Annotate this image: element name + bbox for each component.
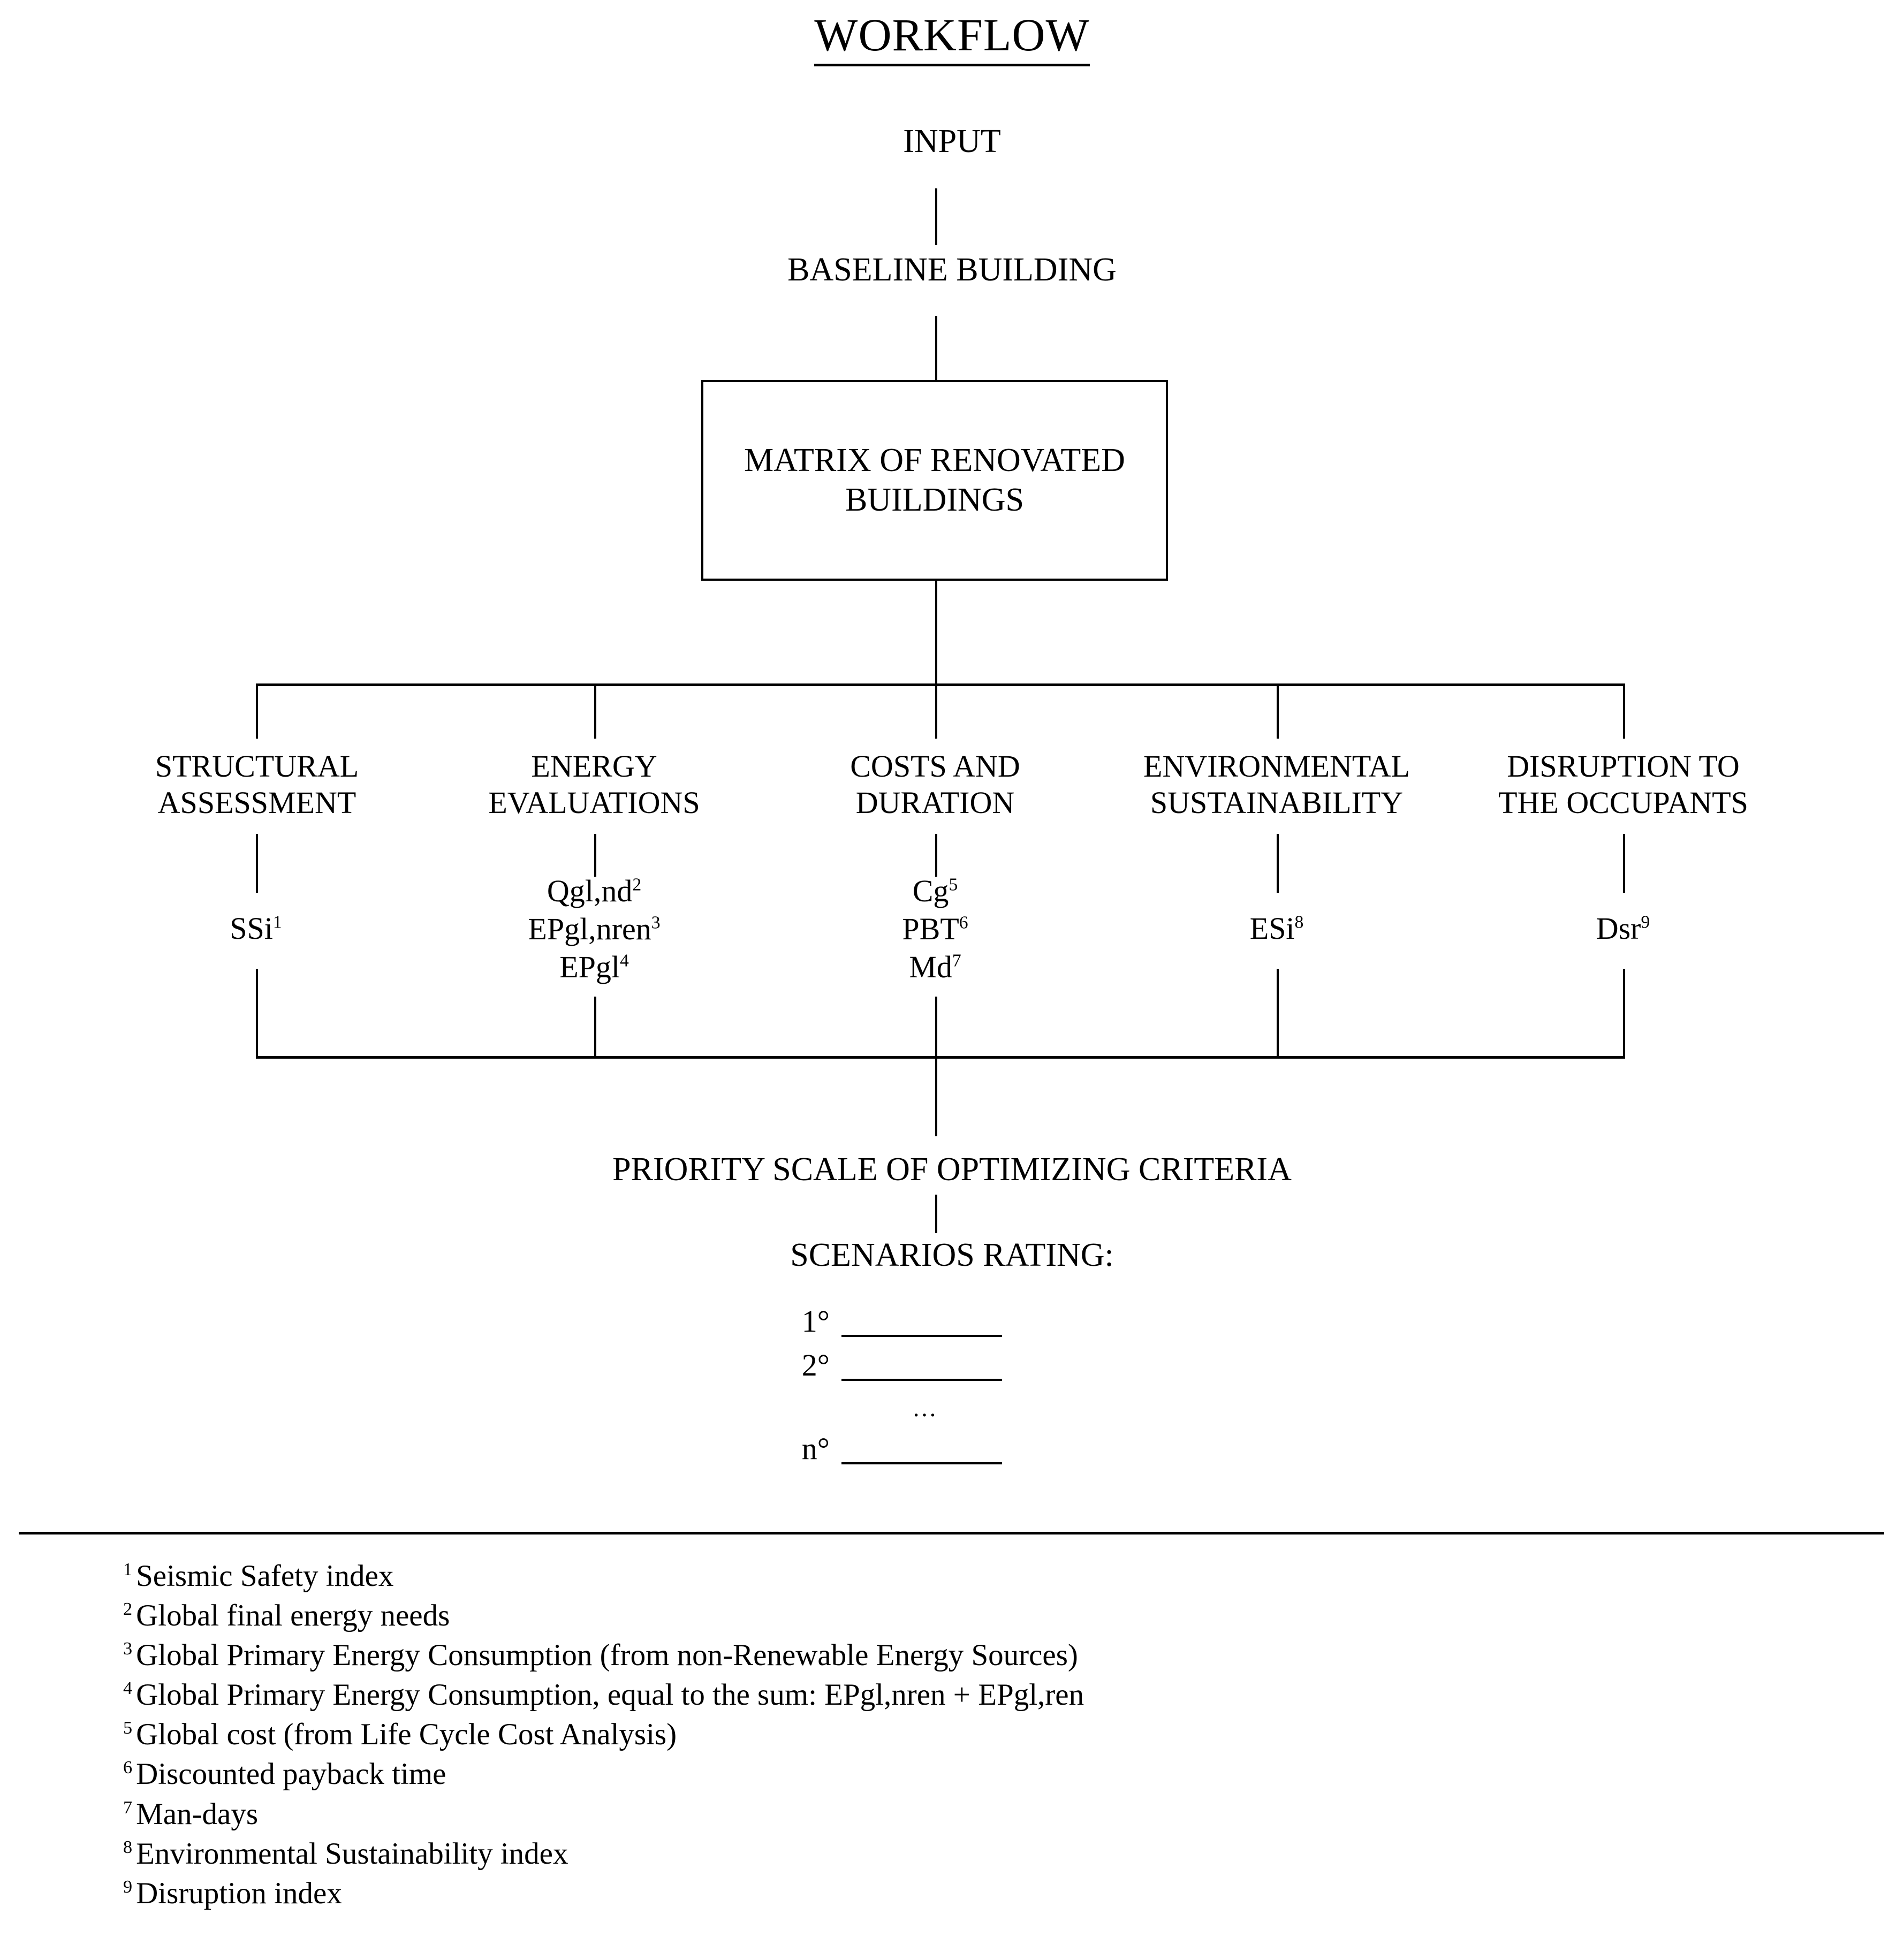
metric-item [801,948,1069,986]
footnote-text: Discounted payback time [136,1757,446,1791]
footnote-number: 1 [123,1560,133,1579]
node-priority-scale [0,1151,1904,1189]
connector-bus-to-priority [935,1056,937,1136]
footnote-item [123,1636,1836,1675]
metric-label: Cg [912,873,949,908]
metric-footnote-ref: 1 [272,912,282,932]
footnote-text: Environmental Sustainability index [136,1836,568,1871]
column-metrics-energy-evaluations [460,872,728,986]
column-2-head-line-2: EVALUATIONS [488,785,700,821]
scenarios-rating-list [765,1295,1065,1467]
footnote-separator-rule [19,1532,1884,1534]
connector-baseline-to-matrix [935,316,937,381]
metric-footnote-ref: 8 [1294,912,1304,932]
column-metrics-structural-assessment [122,910,390,948]
scenario-rank-row [765,1295,1065,1337]
connector-priority-to-scenarios [935,1195,937,1233]
metric-item [801,872,1069,910]
node-matrix-of-renovated-buildings [701,380,1168,581]
metric-item [460,948,728,986]
scenario-ellipsis: … [912,1394,940,1422]
matrix-box-text [744,441,1125,519]
connector-col-5-to-metrics [1623,834,1625,893]
metric-label: SSi [230,911,273,946]
scenario-rank-label: 1° [801,1304,830,1339]
footnote-text: Man-days [136,1797,259,1831]
metric-item [460,910,728,948]
bus-drop-col-5 [1623,683,1625,739]
scenario-rank-row [765,1339,1065,1381]
footnote-text: Seismic Safety index [136,1559,394,1593]
bus-drop-col-3 [935,683,937,739]
column-header-environmental-sustainability [1100,748,1453,822]
footnote-number: 7 [123,1797,133,1818]
column-4-head-line-1: ENVIRONMENTAL [1143,749,1410,784]
footnote-item [123,1754,1836,1794]
footnote-text: Global cost (from Life Cycle Cost Analysis) [136,1718,677,1752]
metric-item [801,910,1069,948]
scenario-value-blank[interactable] [841,1309,1002,1337]
metric-label: Qgl,nd [547,873,633,908]
footnote-number: 4 [123,1678,133,1699]
connector-col-1-to-bottom-bus [256,969,258,1057]
scenario-rank-row [765,1423,1065,1464]
connector-col-2-to-metrics [594,834,596,877]
footnote-text: Global Primary Energy Consumption (from non-Renewable Energy Sources) [136,1638,1078,1673]
footnote-item [123,1834,1836,1874]
metric-label: Dsr [1596,911,1641,946]
scenarios-rating-label: SCENARIOS RATING: [790,1237,1114,1273]
metric-footnote-ref: 7 [952,951,961,971]
column-header-structural-assessment [96,748,418,822]
page-title-text: WORKFLOW [814,9,1089,66]
metric-item [460,872,728,910]
metric-footnote-ref: 6 [959,913,968,933]
footnote-number: 5 [123,1718,133,1738]
node-baseline-building [0,252,1904,288]
connector-col-4-to-metrics [1277,834,1279,893]
connector-col-1-to-metrics [256,834,258,893]
footnote-number: 6 [123,1758,133,1778]
scenario-value-blank[interactable] [841,1437,1002,1464]
connector-col-3-to-metrics [935,834,937,877]
bus-drop-col-4 [1277,683,1279,739]
column-1-head-line-1: STRUCTURAL [155,749,359,784]
metric-label: EPgl,nren [528,911,651,946]
node-scenarios-rating [0,1236,1904,1274]
column-metrics-environmental-sustainability [1143,910,1410,948]
column-1-head-line-2: ASSESSMENT [157,785,356,821]
page-title [0,9,1904,60]
column-header-costs-and-duration [775,748,1096,822]
footnote-item [123,1675,1836,1715]
column-header-disruption-to-the-occupants [1459,748,1788,822]
column-5-head-line-1: DISRUPTION TO [1507,749,1740,784]
matrix-box-line-1: MATRIX OF RENOVATED [744,442,1125,479]
connector-col-2-to-bottom-bus [594,997,596,1057]
footnote-item [123,1795,1836,1834]
connector-matrix-to-bus [935,580,937,685]
footnote-text: Disruption index [136,1876,342,1910]
priority-scale-label: PRIORITY SCALE OF OPTIMIZING CRITERIA [612,1151,1292,1188]
metric-item [1489,910,1757,948]
connector-col-5-to-bottom-bus [1623,969,1625,1057]
connector-col-4-to-bottom-bus [1277,969,1279,1057]
bus-drop-col-2 [594,683,596,739]
footnote-text: Global Primary Energy Consumption, equal to the sum: EPgl,nren + EPgl,ren [136,1678,1084,1712]
column-2-head-line-1: ENERGY [531,749,657,784]
column-header-energy-evaluations [434,748,755,822]
metric-label: Md [909,949,952,984]
footnote-item [123,1556,1836,1596]
bus-drop-col-1 [256,683,258,739]
footnote-list [123,1556,1836,1913]
footnote-text: Global final energy needs [136,1599,450,1633]
column-4-head-line-2: SUSTAINABILITY [1150,785,1404,821]
scenario-value-blank[interactable] [841,1353,1002,1381]
footnote-number: 2 [123,1599,133,1620]
connector-col-3-to-bottom-bus [935,997,937,1057]
scenario-rank-label: n° [801,1431,830,1466]
column-metrics-disruption-to-the-occupants [1489,910,1757,948]
metric-label: EPgl [559,949,620,984]
metric-footnote-ref: 3 [651,913,661,933]
metric-footnote-ref: 4 [620,951,629,971]
node-input [0,123,1904,160]
matrix-box-line-2: BUILDINGS [845,481,1025,518]
metric-footnote-ref: 2 [632,875,642,895]
column-5-head-line-2: THE OCCUPANTS [1498,785,1748,821]
connector-input-to-baseline [935,188,937,245]
footnote-number: 8 [123,1837,133,1857]
column-3-head-line-2: DURATION [855,785,1015,821]
scenario-rank-label: 2° [801,1348,830,1382]
metric-label: ESi [1249,911,1295,946]
footnote-item [123,1596,1836,1636]
metric-item [1143,910,1410,948]
column-3-head-line-1: COSTS AND [850,749,1020,784]
node-baseline-label: BASELINE BUILDING [787,252,1117,288]
footnote-number: 9 [123,1877,133,1897]
bus-bottom-horizontal [256,1056,1625,1059]
metric-label: PBT [902,911,959,946]
metric-footnote-ref: 5 [949,875,958,895]
bus-top-horizontal [256,683,1625,686]
metric-item [122,910,390,948]
column-metrics-costs-and-duration [801,872,1069,986]
node-input-label: INPUT [903,123,1001,159]
footnote-item [123,1715,1836,1754]
footnote-number: 3 [123,1639,133,1659]
metric-footnote-ref: 9 [1641,912,1650,932]
footnote-item [123,1874,1836,1913]
scenario-ellipsis-row [765,1383,1065,1420]
